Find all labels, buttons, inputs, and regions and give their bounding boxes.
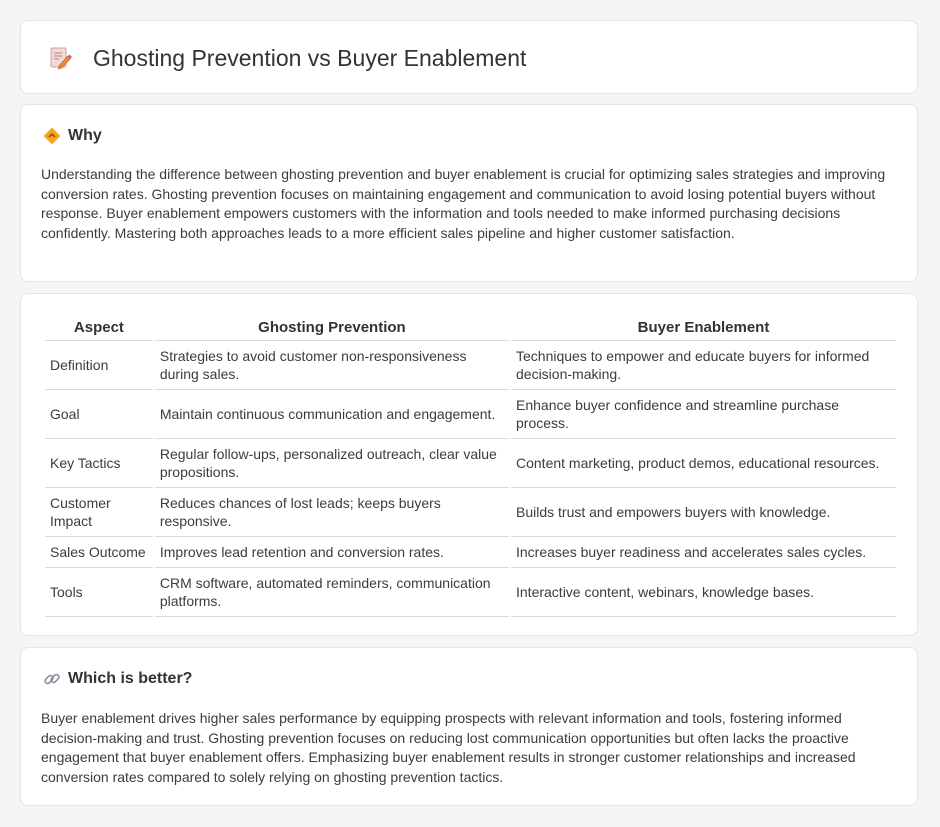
table-row	[45, 341, 896, 390]
row-ghosting-prevention: Strategies to avoid customer non-responsiveness during sales.	[155, 341, 509, 390]
row-buyer-enablement: Content marketing, product demos, educational resources.	[511, 439, 896, 488]
table-row	[45, 390, 896, 439]
row-buyer-enablement: Builds trust and empowers buyers with knowledge.	[511, 488, 896, 537]
row-ghosting-prevention: CRM software, automated reminders, communication platforms.	[155, 568, 509, 617]
header-ghosting-prevention: Ghosting Prevention	[155, 316, 509, 341]
diamond-sign-icon	[43, 127, 61, 145]
row-ghosting-prevention: Regular follow-ups, personalized outreach, clear value propositions.	[155, 439, 509, 488]
row-aspect: Goal	[45, 390, 153, 439]
table-row	[45, 439, 896, 488]
page-title: Ghosting Prevention vs Buyer Enablement	[93, 45, 527, 71]
header-buyer-enablement: Buyer Enablement	[511, 316, 896, 341]
row-aspect: Tools	[45, 568, 153, 617]
why-text: Understanding the difference between ghosting prevention and buyer enablement is crucial for optimizing sales strategies and improving conversion rates. Ghosting prevention focuses on maintaining engagement and communication to avoid losing potential buyers without response. Buyer enablement empowers customers with the information and tools needed to make informed purchasing decisions confidently. Mastering both approaches leads to a more efficient sales pipeline and higher customer satisfaction.	[41, 166, 886, 241]
better-text: Buyer enablement drives higher sales performance by equipping prospects with relevant information and tools, fostering informed decision-making and trust. Ghosting prevention focuses on reducing lost communication opportunities but often lacks the proactive engagement that buyer enablement offers. Emphasizing buyer enablement results in stronger customer relationships and increased conversion rates compared to solely relying on ghosting prevention tactics.	[41, 710, 856, 785]
document-pencil-icon	[47, 45, 73, 71]
row-aspect: Key Tactics	[45, 439, 153, 488]
table-row	[45, 537, 896, 568]
why-heading: Why	[68, 127, 102, 144]
why-heading-row	[43, 127, 102, 145]
row-buyer-enablement: Interactive content, webinars, knowledge bases.	[511, 568, 896, 617]
which-better-section	[20, 647, 918, 806]
row-ghosting-prevention: Reduces chances of lost leads; keeps buyers responsive.	[155, 488, 509, 537]
row-ghosting-prevention: Improves lead retention and conversion rates.	[155, 537, 509, 568]
link-icon	[43, 670, 61, 688]
better-heading-row	[43, 670, 192, 688]
row-aspect: Customer Impact	[45, 488, 153, 537]
table-header-row	[45, 316, 896, 341]
comparison-table	[43, 316, 898, 617]
row-buyer-enablement: Enhance buyer confidence and streamline purchase process.	[511, 390, 896, 439]
row-aspect: Definition	[45, 341, 153, 390]
title-row	[47, 45, 526, 71]
row-buyer-enablement: Increases buyer readiness and accelerates sales cycles.	[511, 537, 896, 568]
table-row	[45, 568, 896, 617]
header-aspect: Aspect	[45, 316, 153, 341]
row-aspect: Sales Outcome	[45, 537, 153, 568]
better-heading: Which is better?	[68, 670, 193, 687]
title-card	[20, 20, 918, 94]
comparison-section	[20, 293, 918, 636]
why-section	[20, 104, 918, 282]
row-ghosting-prevention: Maintain continuous communication and engagement.	[155, 390, 509, 439]
row-buyer-enablement: Techniques to empower and educate buyers for informed decision-making.	[511, 341, 896, 390]
table-row	[45, 488, 896, 537]
